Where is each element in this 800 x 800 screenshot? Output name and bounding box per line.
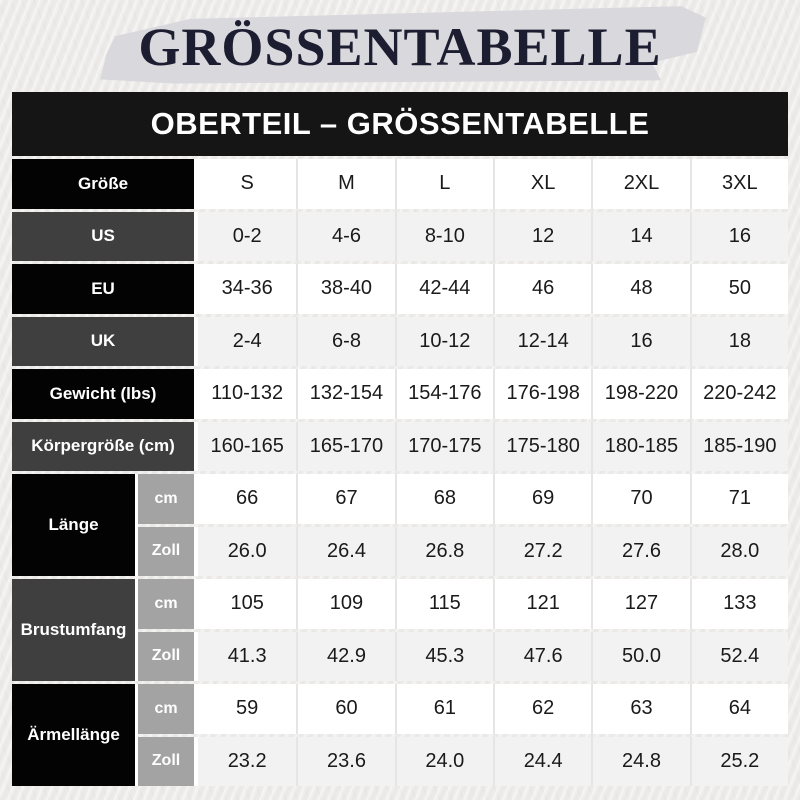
value-cell: 14	[591, 212, 689, 262]
value-cell: 26.8	[395, 527, 493, 577]
unit-header: Zoll	[138, 632, 198, 682]
value-cell: 110-132	[198, 369, 296, 419]
unit-header: Zoll	[138, 737, 198, 787]
value-cell: 180-185	[591, 422, 689, 472]
table-title-bar	[12, 92, 788, 156]
value-cell: 26.0	[198, 527, 296, 577]
value-cell: 27.6	[591, 527, 689, 577]
group-row-header: Brustumfang	[12, 579, 138, 681]
value-cell: 165-170	[296, 422, 394, 472]
value-cell: 18	[690, 317, 788, 367]
value-cell: 16	[690, 212, 788, 262]
value-cell: 16	[591, 317, 689, 367]
value-cell: 61	[395, 684, 493, 734]
size-column-cell: 2XL	[591, 159, 689, 209]
value-cell: 198-220	[591, 369, 689, 419]
value-cell: 60	[296, 684, 394, 734]
value-cell: 24.4	[493, 737, 591, 787]
value-cell: 23.2	[198, 737, 296, 787]
value-cell: 45.3	[395, 632, 493, 682]
group-row-header: Länge	[12, 474, 138, 576]
value-cell: 67	[296, 474, 394, 524]
value-cell: 68	[395, 474, 493, 524]
size-table	[12, 159, 788, 786]
value-cell: 46	[493, 264, 591, 314]
unit-header: cm	[138, 684, 198, 734]
value-cell: 50	[690, 264, 788, 314]
value-cell: 12-14	[493, 317, 591, 367]
value-cell: 71	[690, 474, 788, 524]
value-cell: 63	[591, 684, 689, 734]
unit-header: cm	[138, 474, 198, 524]
value-cell: 24.0	[395, 737, 493, 787]
table-title: OBERTEIL – GRÖSSENTABELLE	[150, 106, 650, 141]
value-cell: 10-12	[395, 317, 493, 367]
value-cell: 133	[690, 579, 788, 629]
value-cell: 154-176	[395, 369, 493, 419]
value-cell: 64	[690, 684, 788, 734]
value-cell: 12	[493, 212, 591, 262]
row-header: Größe	[12, 159, 198, 209]
value-cell: 127	[591, 579, 689, 629]
value-cell: 176-198	[493, 369, 591, 419]
value-cell: 170-175	[395, 422, 493, 472]
value-cell: 185-190	[690, 422, 788, 472]
value-cell: 52.4	[690, 632, 788, 682]
value-cell: 42-44	[395, 264, 493, 314]
row-header: Körpergröße (cm)	[12, 422, 198, 472]
value-cell: 115	[395, 579, 493, 629]
value-cell: 42.9	[296, 632, 394, 682]
value-cell: 6-8	[296, 317, 394, 367]
value-cell: 38-40	[296, 264, 394, 314]
title-zone	[12, 0, 788, 92]
page-title: GRÖSSENTABELLE	[138, 17, 662, 77]
value-cell: 109	[296, 579, 394, 629]
value-cell: 59	[198, 684, 296, 734]
value-cell: 175-180	[493, 422, 591, 472]
value-cell: 62	[493, 684, 591, 734]
value-cell: 66	[198, 474, 296, 524]
value-cell: 27.2	[493, 527, 591, 577]
unit-header: Zoll	[138, 527, 198, 577]
value-cell: 2-4	[198, 317, 296, 367]
unit-header: cm	[138, 579, 198, 629]
row-header: EU	[12, 264, 198, 314]
value-cell: 0-2	[198, 212, 296, 262]
value-cell: 121	[493, 579, 591, 629]
value-cell: 34-36	[198, 264, 296, 314]
value-cell: 105	[198, 579, 296, 629]
value-cell: 70	[591, 474, 689, 524]
value-cell: 8-10	[395, 212, 493, 262]
size-column-cell: XL	[493, 159, 591, 209]
value-cell: 24.8	[591, 737, 689, 787]
row-header: UK	[12, 317, 198, 367]
value-cell: 220-242	[690, 369, 788, 419]
value-cell: 50.0	[591, 632, 689, 682]
value-cell: 23.6	[296, 737, 394, 787]
row-header: US	[12, 212, 198, 262]
value-cell: 69	[493, 474, 591, 524]
value-cell: 47.6	[493, 632, 591, 682]
row-header: Gewicht (lbs)	[12, 369, 198, 419]
size-column-cell: 3XL	[690, 159, 788, 209]
size-column-cell: S	[198, 159, 296, 209]
size-column-cell: M	[296, 159, 394, 209]
value-cell: 132-154	[296, 369, 394, 419]
value-cell: 4-6	[296, 212, 394, 262]
value-cell: 25.2	[690, 737, 788, 787]
value-cell: 41.3	[198, 632, 296, 682]
value-cell: 26.4	[296, 527, 394, 577]
group-row-header: Ärmellänge	[12, 684, 138, 786]
value-cell: 48	[591, 264, 689, 314]
value-cell: 160-165	[198, 422, 296, 472]
size-column-cell: L	[395, 159, 493, 209]
value-cell: 28.0	[690, 527, 788, 577]
